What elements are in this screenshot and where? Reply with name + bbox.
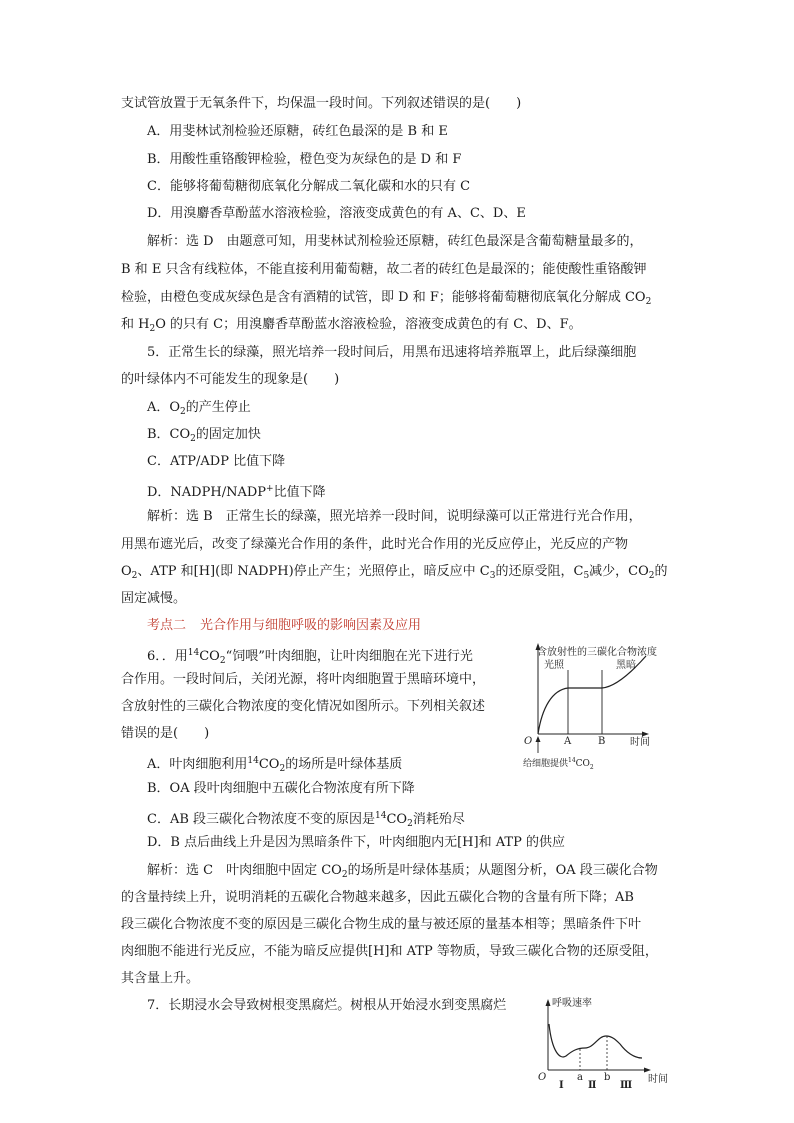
q6-option-b: B．OA 段叶肉细胞中五碳化合物浓度有所下降 [147, 781, 415, 796]
q5-option-a: A．$O_2$的产生停止 [147, 400, 251, 417]
q6-analysis-line2: 的含量持续上升，说明消耗的五碳化合物越来越多，因此五碳化合物的含量有所下降；AB [121, 890, 634, 905]
q6-figure [518, 638, 668, 774]
q4-option-d: D．用溴麝香草酚蓝水溶液检验，溶液变成黄色的有 A、C、D、E [147, 206, 526, 221]
q6-option-a: A．叶肉细胞利用$^{14}CO_2$的场所是叶绿体基质 [147, 756, 403, 774]
q7-figure [536, 994, 676, 1090]
q6-y-label: 含放射性的三碳化合物浓度 [537, 647, 657, 658]
q4-option-c: C．能够将葡萄糖彻底氧化分解成二氧化碳和水的只有 C [147, 179, 471, 194]
q7-stem-line1: 7．长期浸水会导致树根变黑腐烂。树根从开始浸水到变黑腐烂 [147, 998, 507, 1013]
q6-x-label: 时间 [630, 737, 650, 748]
q6-x-arrow [642, 732, 649, 737]
q7-y-arrow [546, 999, 551, 1006]
q6-dark-label: 黑暗 [616, 660, 636, 671]
q4-option-b: B．用酸性重铬酸钾检验，橙色变为灰绿色的是 D 和 F [147, 152, 462, 167]
q5-option-d: D．NADPH/NADP+比值下降 [147, 484, 326, 500]
q7-a-label: a [577, 1072, 583, 1083]
q5-stem-line1: 5．正常生长的绿藻，照光培养一段时间后，用黑布迅速将培养瓶罩上，此后绿藻细胞 [147, 345, 637, 360]
q7-stage-1: Ⅰ [559, 1080, 564, 1090]
q5-option-b: B．$CO_2$的固定加快 [147, 427, 261, 444]
q6-analysis-line4: 肉细胞不能进行光反应，不能为暗反应提供[H]和 ATP 等物质，导致三碳化合物的还原受阻， [121, 944, 658, 959]
q6-option-d: D．B 点后曲线上升是因为黑暗条件下，叶肉细胞内无[H]和 ATP 的供应 [147, 835, 565, 850]
q5-stem-line2: 的叶绿体内不可能发生的现象是( ) [121, 372, 340, 387]
q6-stem-line3: 含放射性的三碳化合物浓度的变化情况如图所示。下列相关叙述 [121, 699, 486, 714]
q6-origin-label: O [524, 736, 533, 747]
q6-stem-line2: 合作用。一段时间后，关闭光源，将叶肉细胞置于黑暗环境中， [121, 672, 486, 687]
q6-stem-line4: 错误的是( ) [121, 726, 210, 741]
q4-analysis-line2: B 和 E 只含有线粒体，不能直接利用葡萄糖，故二者的砖红色是最深的；能使酸性重铬酸钾 [121, 262, 647, 277]
q6-supply-note: 给细胞提供$^{14}CO_2$ [523, 757, 594, 771]
q7-x-arrow [644, 1068, 651, 1073]
q6-light-label: 光照 [544, 660, 564, 671]
q6-b-label: B [598, 736, 606, 747]
q6-option-c: C．AB 段三碳化合物浓度不变的原因是$^{14}CO_2$消耗殆尽 [147, 811, 465, 829]
q7-y-label: 呼吸速率 [552, 998, 592, 1009]
q7-stage-3: Ⅲ [620, 1080, 633, 1090]
q6-analysis-line1: 解析：选 C 叶肉细胞中固定 $CO_2$的场所是叶绿体基质；从题图分析，OA 段三碳化合物 [147, 863, 658, 880]
q7-b-label: b [604, 1072, 611, 1083]
q7-x-label: 时间 [648, 1074, 668, 1085]
q4-analysis-line4: 和 $H_2O$ 的只有 C；用溴麝香草酚蓝水溶液检验，溶液变成黄色的有 C、D、F。 [121, 317, 582, 334]
q6-analysis-line5: 其含量上升。 [121, 971, 200, 986]
q6-analysis-line3: 段三碳化合物浓度不变的原因是三碳化合物生成的量与被还原的量基本相等；黑暗条件下叶 [121, 917, 642, 932]
q5-analysis-line3: $O_2$、ATP 和[H](即 NADPH)停止产生；光照停止，暗反应中 $C_3$的还原受阻，$C_5$减少，$CO_2$的 [121, 564, 668, 581]
q5-analysis-line1: 解析：选 B 正常生长的绿藻，照光培养一段时间，说明绿藻可以正常进行光合作用， [147, 509, 642, 524]
q4-analysis-line3: 检验，由橙色变成灰绿色是含有酒精的试管，即 D 和 F；能够将葡萄糖彻底氧化分解成 $CO_2$ [121, 290, 652, 307]
q7-origin-label: O [538, 1072, 547, 1083]
section-heading: 考点二 光合作用与细胞呼吸的影响因素及应用 [147, 618, 422, 633]
q5-analysis-line2: 用黑布遮光后，改变了绿藻光合作用的条件，此时光合作用的光反应停止，光反应的产物 [121, 537, 629, 552]
q4-option-a: A．用斐林试剂检验还原糖，砖红色最深的是 B 和 E [147, 124, 448, 139]
q6-supply-arrowhead [536, 736, 541, 742]
q4-analysis-line1: 解析：选 D 由题意可知，用斐林试剂检验还原糖，砖红色最深是含葡萄糖量最多的， [147, 234, 643, 249]
q5-option-c: C．ATP/ADP 比值下降 [147, 454, 286, 469]
q6-a-label: A [564, 736, 572, 747]
q7-respiration-curve [549, 1024, 642, 1058]
q6-stem-line1: 6．．用$^{14}CO_2“$饲喂”叶肉细胞，让叶肉细胞在光下进行光 [147, 648, 473, 666]
q7-stage-2: Ⅱ [588, 1080, 597, 1090]
q4-stem-tail: 支试管放置于无氧条件下，均保温一段时间。下列叙述错误的是( ) [121, 96, 522, 111]
q5-analysis-line4: 固定减慢。 [121, 591, 187, 606]
